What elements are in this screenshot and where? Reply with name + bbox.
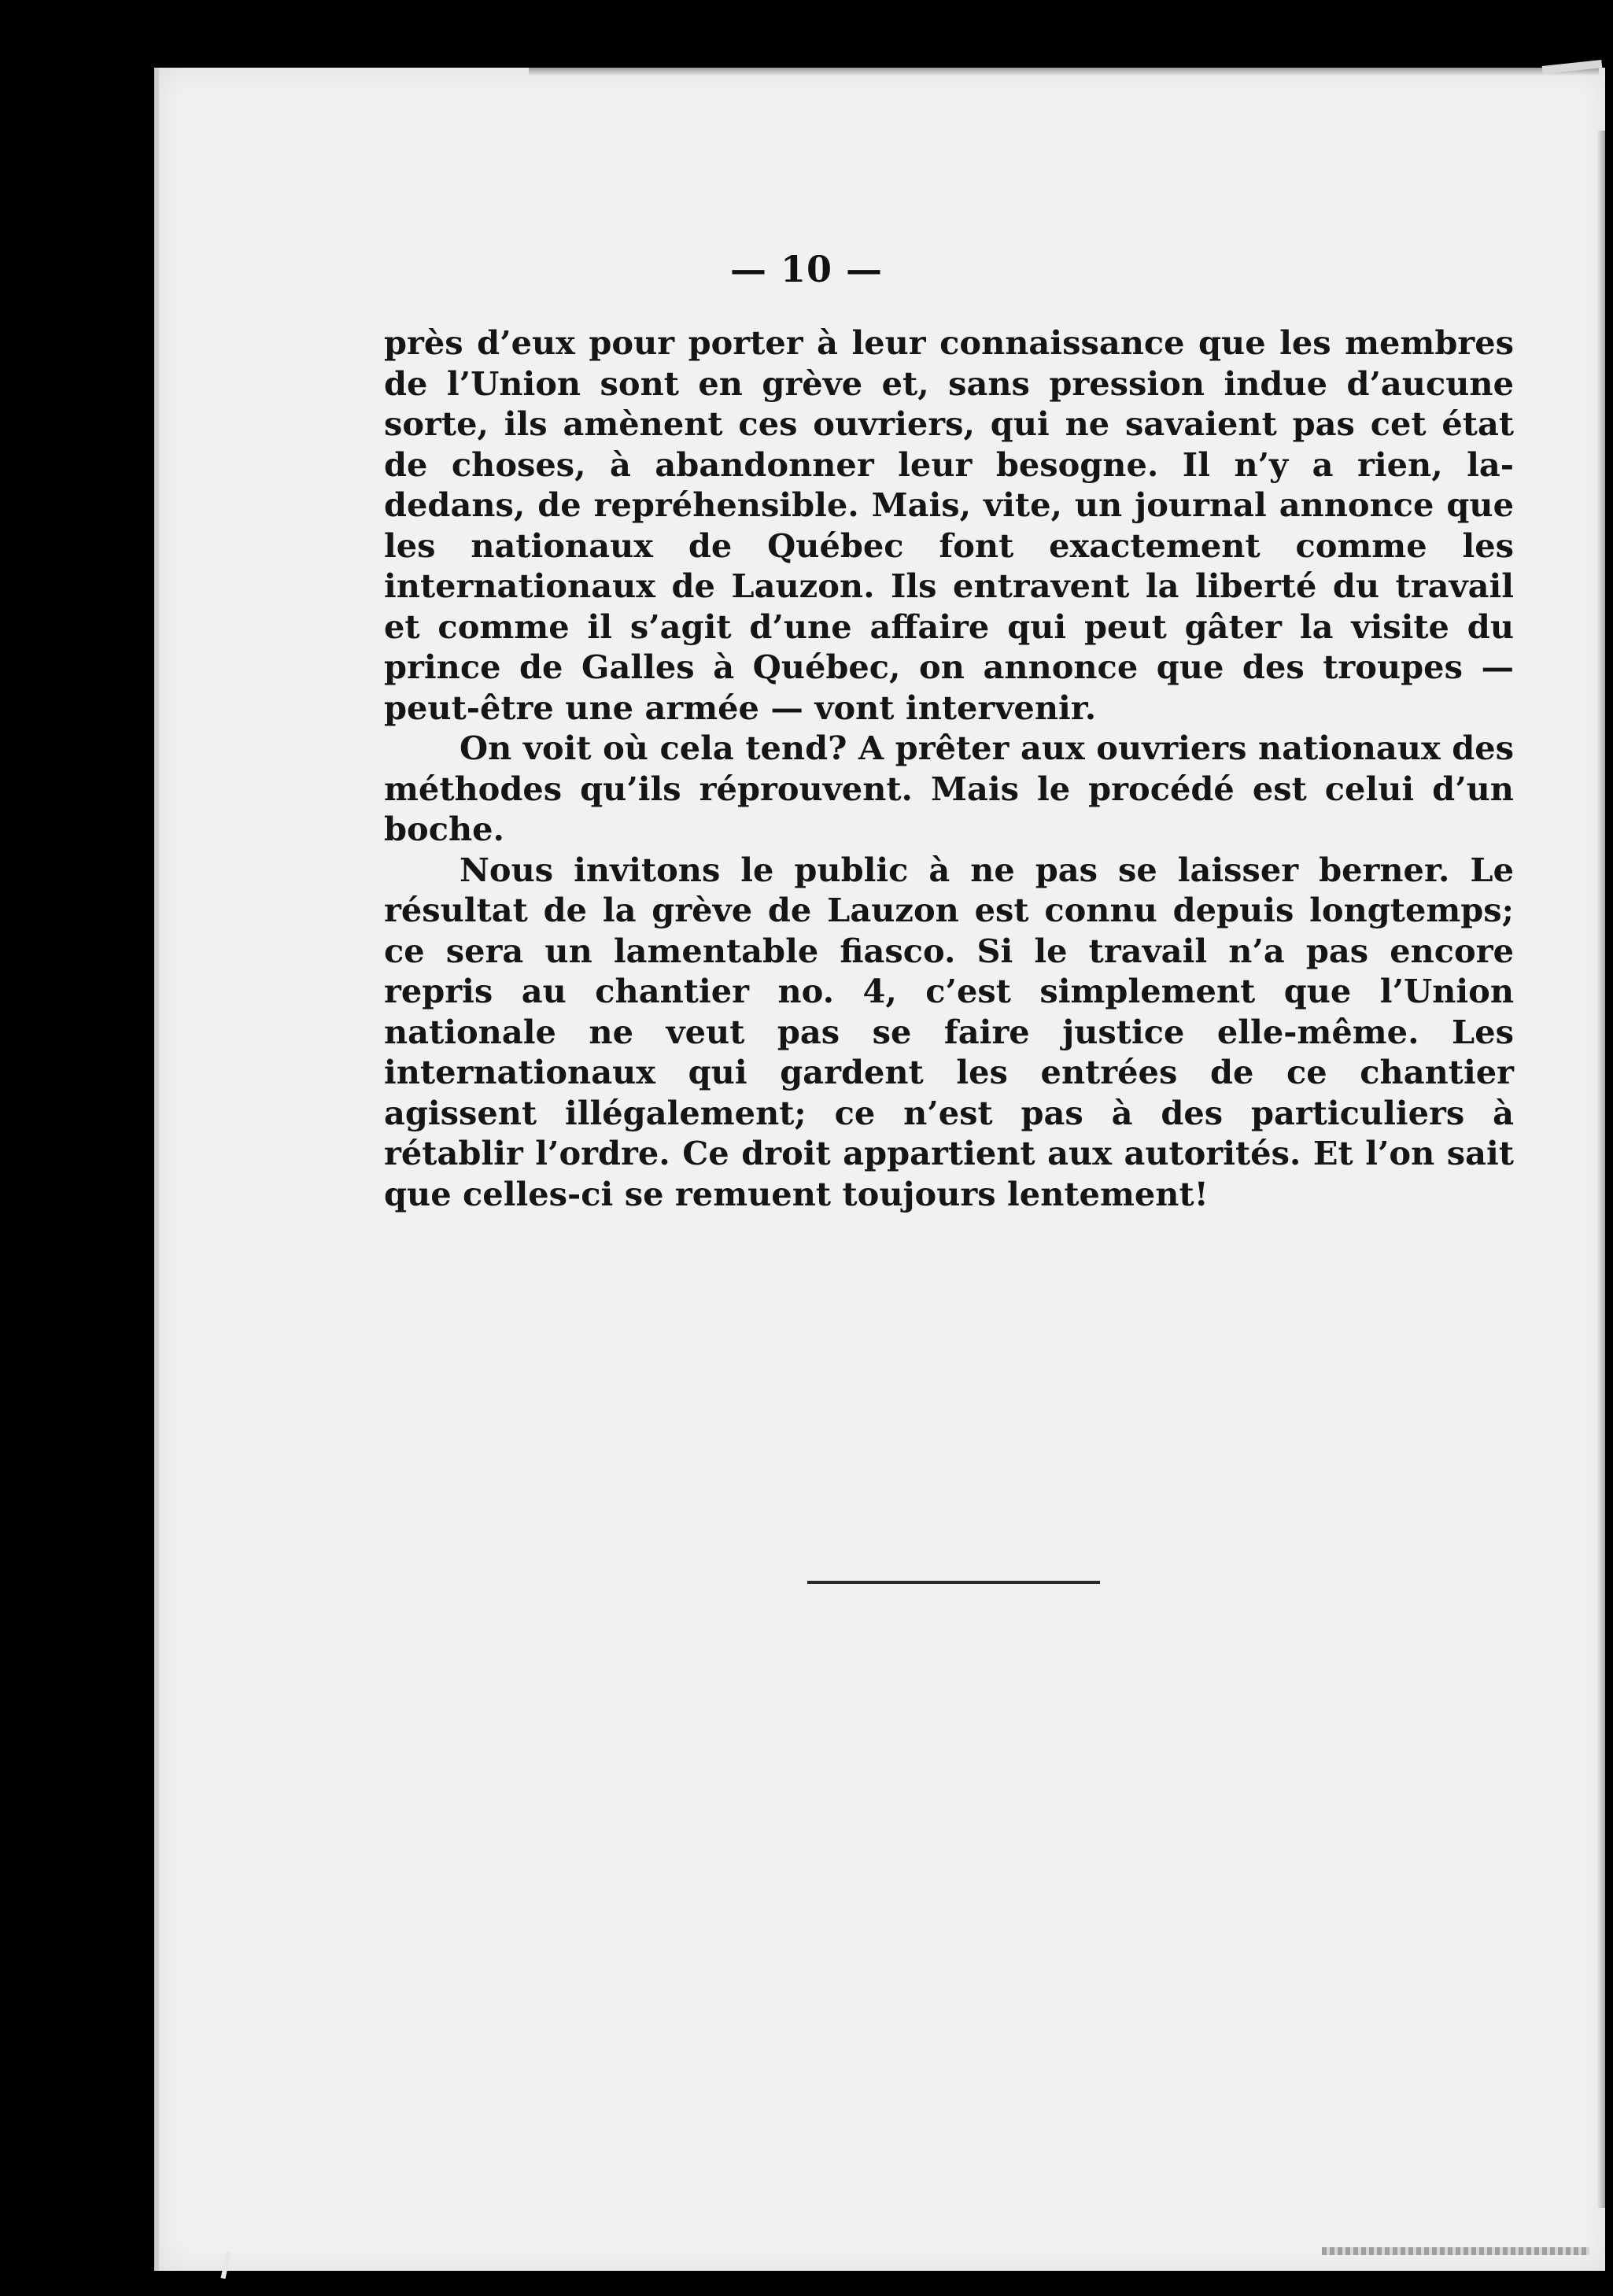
page-top-edge <box>529 68 1599 76</box>
paragraph-3: Nous invitons le public à ne pas se laisser berner. Le résultat de la grève de Lauzon est connu depuis longtemps; ce sera un lamentable fiasco. Si le travail n’a pas encore repris au chantier no. 4, c’est simplement que l’Union nationale ne veut pas se faire justice elle-même. Les internationaux qui gardent les entrées de ce chantier agissent illégalement; ce n’est pas à des particuliers à rétablir l’ordre. Ce droit appartient aux autorités. Et l’on sait que celles-ci se remuent toujours lentement! <box>384 850 1514 1213</box>
paragraph-1: près d’eux pour porter à leur connaissance que les membres de l’Union sont en grève et, sans pression indue d’aucune sorte, ils amènent ces ouvriers, qui ne savaient pas cet état de choses, à abandonner leur besogne. Il n’y a rien, la-dedans, de repréhensible. Mais, vite, un journal annonce que les nationaux de Québec font exactement comme les internationaux de Lauzon. Ils entravent la liberté du travail et comme il s’agit d’une affaire qui peut gâter la visite du prince de Galles à Québec, on annonce que des troupes — peut-être une armée — vont intervenir. <box>384 323 1514 727</box>
section-divider-rule <box>807 1581 1100 1584</box>
body-text <box>384 323 1514 1214</box>
paragraph-2: On voit où cela tend? A prêter aux ouvriers nationaux des méthodes qu’ils réprouvent. Mais le procédé est celui d’un boche. <box>384 729 1514 848</box>
page-right-edge <box>1597 131 1605 2208</box>
page-number: — 10 — <box>729 248 884 290</box>
scan-artifact-stripe <box>1322 2247 1589 2255</box>
